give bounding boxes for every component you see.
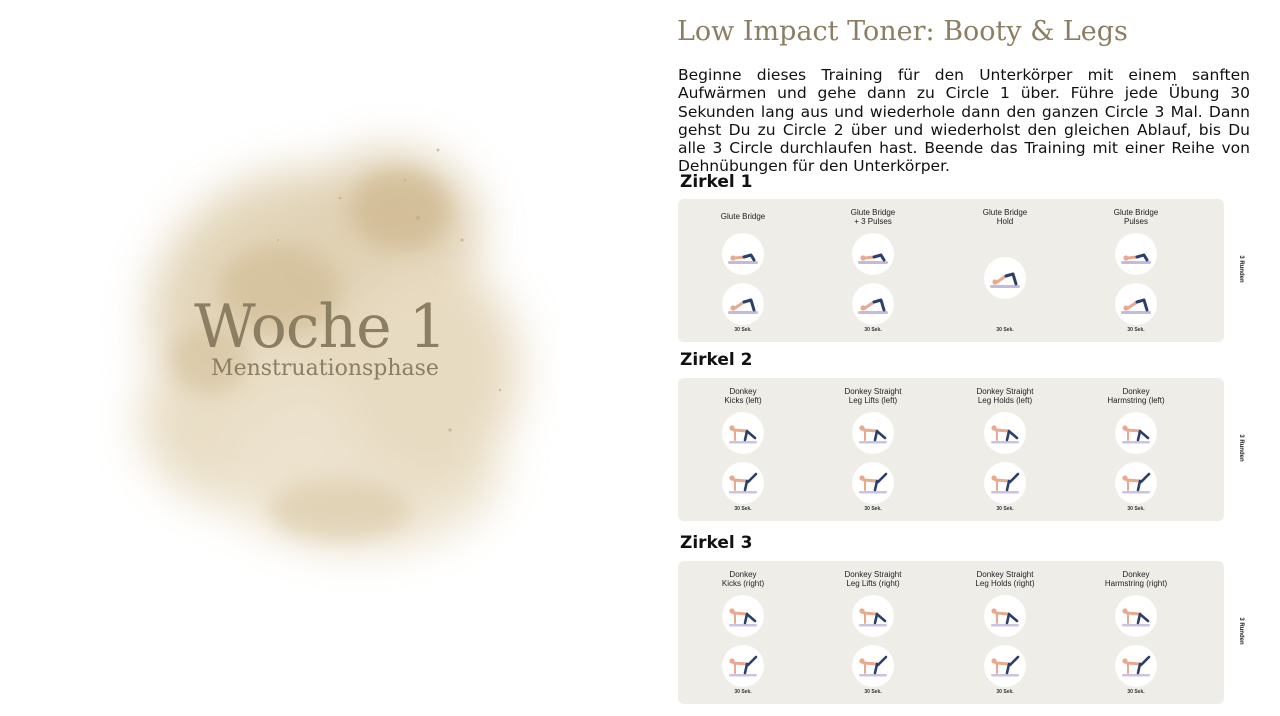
exercise-card — [950, 561, 1060, 704]
exercise-duration: 30 Sek. — [864, 327, 882, 333]
leg-lift-icon — [852, 462, 894, 504]
leg-hold-icon — [984, 462, 1026, 504]
leg-hold-icon — [984, 412, 1026, 454]
exercise-duration: 30 Sek. — [996, 506, 1014, 512]
exercise-duration: 30 Sek. — [864, 689, 882, 695]
glute-bridge-icon — [722, 233, 764, 275]
exercise-card — [1081, 199, 1191, 342]
exercise-label: Donkey Kicks (right) — [721, 569, 765, 588]
exercise-duration: 30 Sek. — [734, 689, 752, 695]
exercise-label: Donkey Harmstring (right) — [1104, 569, 1168, 588]
exercise-card — [1081, 561, 1191, 704]
circuit-panel — [678, 199, 1224, 342]
glute-bridge-icon — [722, 283, 764, 325]
hamstring-icon — [1115, 595, 1157, 637]
exercise-label: Glute Bridge — [720, 212, 766, 222]
workout-page — [640, 0, 1280, 716]
exercise-card — [688, 561, 798, 704]
leg-lift-icon — [852, 645, 894, 687]
donkey-kick-icon — [722, 412, 764, 454]
exercise-duration: 30 Sek. — [996, 689, 1014, 695]
exercise-card — [950, 199, 1060, 342]
circuit-heading: Zirkel 2 — [680, 350, 753, 370]
circuit-panel — [678, 561, 1224, 704]
circuit-heading: Zirkel 3 — [680, 533, 753, 553]
circuit-heading: Zirkel 1 — [680, 172, 753, 192]
donkey-kick-icon — [722, 645, 764, 687]
exercise-label: Glute Bridge Pulses — [1113, 207, 1159, 226]
rounds-text: 3 Runden — [1238, 434, 1244, 462]
hamstring-icon — [1115, 462, 1157, 504]
week-title: Woche 1 — [194, 292, 446, 362]
leg-lift-icon — [852, 595, 894, 637]
exercise-card — [1081, 378, 1191, 521]
exercise-label: Donkey Straight Leg Lifts (left) — [844, 386, 902, 405]
glute-bridge-pulses-icon — [1115, 233, 1157, 275]
exercise-duration: 30 Sek. — [1127, 689, 1145, 695]
exercise-duration: 30 Sek. — [734, 506, 752, 512]
glute-bridge-pulses-icon — [852, 233, 894, 275]
rounds-text: 3 Runden — [1238, 255, 1244, 283]
glute-bridge-pulses-icon — [852, 283, 894, 325]
exercise-card — [818, 561, 928, 704]
exercise-duration: 30 Sek. — [864, 506, 882, 512]
exercise-card — [818, 199, 928, 342]
leg-hold-icon — [984, 595, 1026, 637]
donkey-kick-icon — [722, 462, 764, 504]
rounds-label — [1234, 601, 1248, 661]
rounds-label — [1234, 418, 1248, 478]
hamstring-icon — [1115, 645, 1157, 687]
rounds-label — [1234, 239, 1248, 299]
exercise-card — [950, 378, 1060, 521]
exercise-card — [818, 378, 928, 521]
exercise-label: Glute Bridge Hold — [982, 207, 1028, 226]
circuit-panel — [678, 378, 1224, 521]
leg-hold-icon — [984, 645, 1026, 687]
leg-lift-icon — [852, 412, 894, 454]
rounds-text: 3 Runden — [1238, 617, 1244, 645]
workout-intro: Beginne dieses Training für den Unterkörper mit einem sanften Aufwärmen und gehe dann zu Circle 1 über. Führe jede Übung 30 Sekunden lang aus und wiederhole dann den ganzen Circle 3 Mal. Dann gehst Du zu Circle 2 über und wiederholst den gleichen Ablauf, bis Du alle 3 Circle durchlaufen hast. Beende das Training mit einer Reihe von Dehnübungen für den Unterkörper. — [678, 66, 1250, 176]
exercise-label: Donkey Straight Leg Lifts (right) — [844, 569, 902, 588]
exercise-duration: 30 Sek. — [1127, 327, 1145, 333]
exercise-card — [688, 199, 798, 342]
exercise-label: Glute Bridge + 3 Pulses — [850, 207, 896, 226]
donkey-kick-icon — [722, 595, 764, 637]
cycle-phase: Menstruationsphase — [211, 356, 439, 381]
exercise-label: Donkey Straight Leg Holds (left) — [976, 386, 1034, 405]
exercise-label: Donkey Straight Leg Holds (right) — [975, 569, 1035, 588]
exercise-card — [688, 378, 798, 521]
glute-bridge-hold-icon — [984, 257, 1026, 299]
glute-bridge-pulses-icon — [1115, 283, 1157, 325]
workout-title: Low Impact Toner: Booty & Legs — [677, 16, 1128, 47]
exercise-label: Donkey Harmstring (left) — [1107, 386, 1165, 405]
exercise-duration: 30 Sek. — [1127, 506, 1145, 512]
exercise-duration: 30 Sek. — [996, 327, 1014, 333]
exercise-label: Donkey Kicks (left) — [724, 386, 762, 405]
exercise-duration: 30 Sek. — [734, 327, 752, 333]
hamstring-icon — [1115, 412, 1157, 454]
